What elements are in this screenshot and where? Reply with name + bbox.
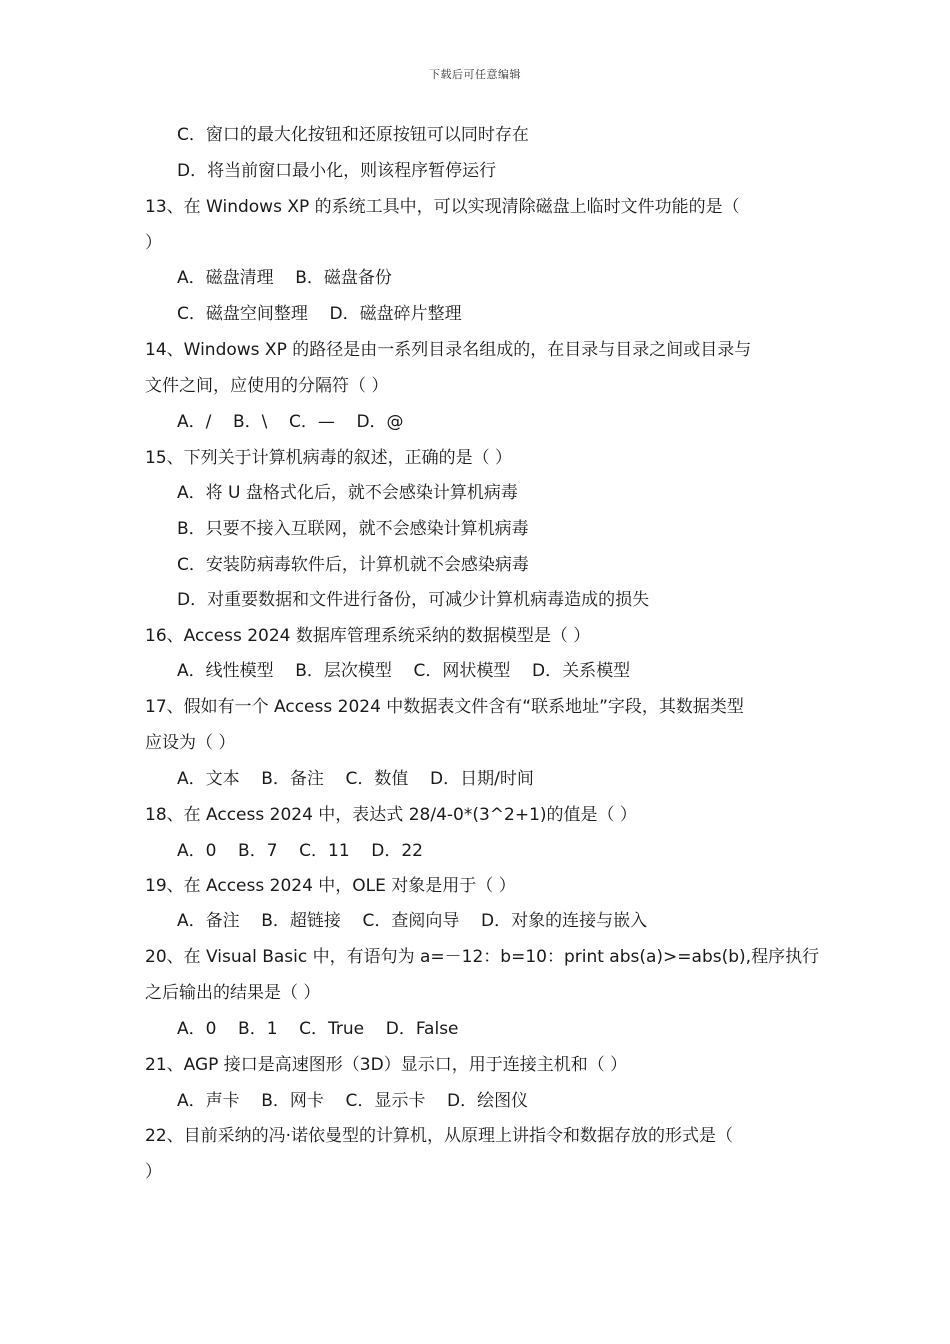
question-line: 13、在 Windows XP 的系统工具中，可以实现清除磁盘上临时文件功能的是（: [145, 197, 740, 217]
question-line: ）: [145, 233, 162, 253]
option-line: A．将 U 盘格式化后，就不会感染计算机病毒: [177, 483, 518, 503]
question-line: 17、假如有一个 Access 2024 中数据表文件含有“联系地址”字段，其数据类型: [145, 697, 744, 717]
option-line: A．0 B．1 C．True D．False: [177, 1019, 459, 1039]
option-line: C．窗口的最大化按钮和还原按钮可以同时存在: [177, 125, 529, 145]
question-line: 16、Access 2024 数据库管理系统采纳的数据模型是（ ）: [145, 626, 591, 646]
option-line: A．/ B．\ C．— D．@: [177, 412, 404, 432]
option-line: A．线性模型 B．层次模型 C．网状模型 D．关系模型: [177, 661, 631, 681]
option-line: C．磁盘空间整理 D．磁盘碎片整理: [177, 304, 462, 324]
option-line: A．声卡 B．网卡 C．显示卡 D．绘图仪: [177, 1091, 529, 1111]
question-line: 文件之间，应使用的分隔符（ ）: [145, 376, 389, 396]
option-line: D．对重要数据和文件进行备份，可减少计算机病毒造成的损失: [177, 590, 650, 610]
question-line: 15、下列关于计算机病毒的叙述，正确的是（ ）: [145, 448, 513, 468]
question-line: ）: [145, 1162, 162, 1182]
option-line: A．文本 B．备注 C．数值 D．日期/时间: [177, 769, 534, 789]
option-line: A．0 B．7 C．11 D．22: [177, 841, 423, 861]
question-line: 应设为（ ）: [145, 733, 236, 753]
page-header: 下载后可任意编辑: [429, 68, 521, 81]
option-line: A．备注 B．超链接 C．查阅向导 D．对象的连接与嵌入: [177, 911, 648, 931]
option-line: D．将当前窗口最小化，则该程序暂停运行: [177, 161, 497, 181]
question-line: 14、Windows XP 的路径是由一系列目录名组成的，在目录与目录之间或目录与: [145, 340, 752, 360]
option-line: B．只要不接入互联网，就不会感染计算机病毒: [177, 519, 529, 539]
question-line: 22、目前采纳的冯·诺依曼型的计算机，从原理上讲指令和数据存放的形式是（: [145, 1126, 734, 1146]
question-line: 之后输出的结果是（ ）: [145, 983, 321, 1003]
option-line: A．磁盘清理 B．磁盘备份: [177, 268, 392, 288]
question-line: 19、在 Access 2024 中，OLE 对象是用于（ ）: [145, 876, 516, 896]
option-line: C．安装防病毒软件后，计算机就不会感染病毒: [177, 555, 529, 575]
question-line: 20、在 Visual Basic 中，有语句为 a=－12：b=10：print abs(a)>=abs(b),程序执行: [145, 947, 820, 967]
question-line: 21、AGP 接口是高速图形（3D）显示口，用于连接主机和（ ）: [145, 1055, 628, 1075]
question-line: 18、在 Access 2024 中，表达式 28/4-0*(3^2+1)的值是（ ）: [145, 805, 637, 825]
